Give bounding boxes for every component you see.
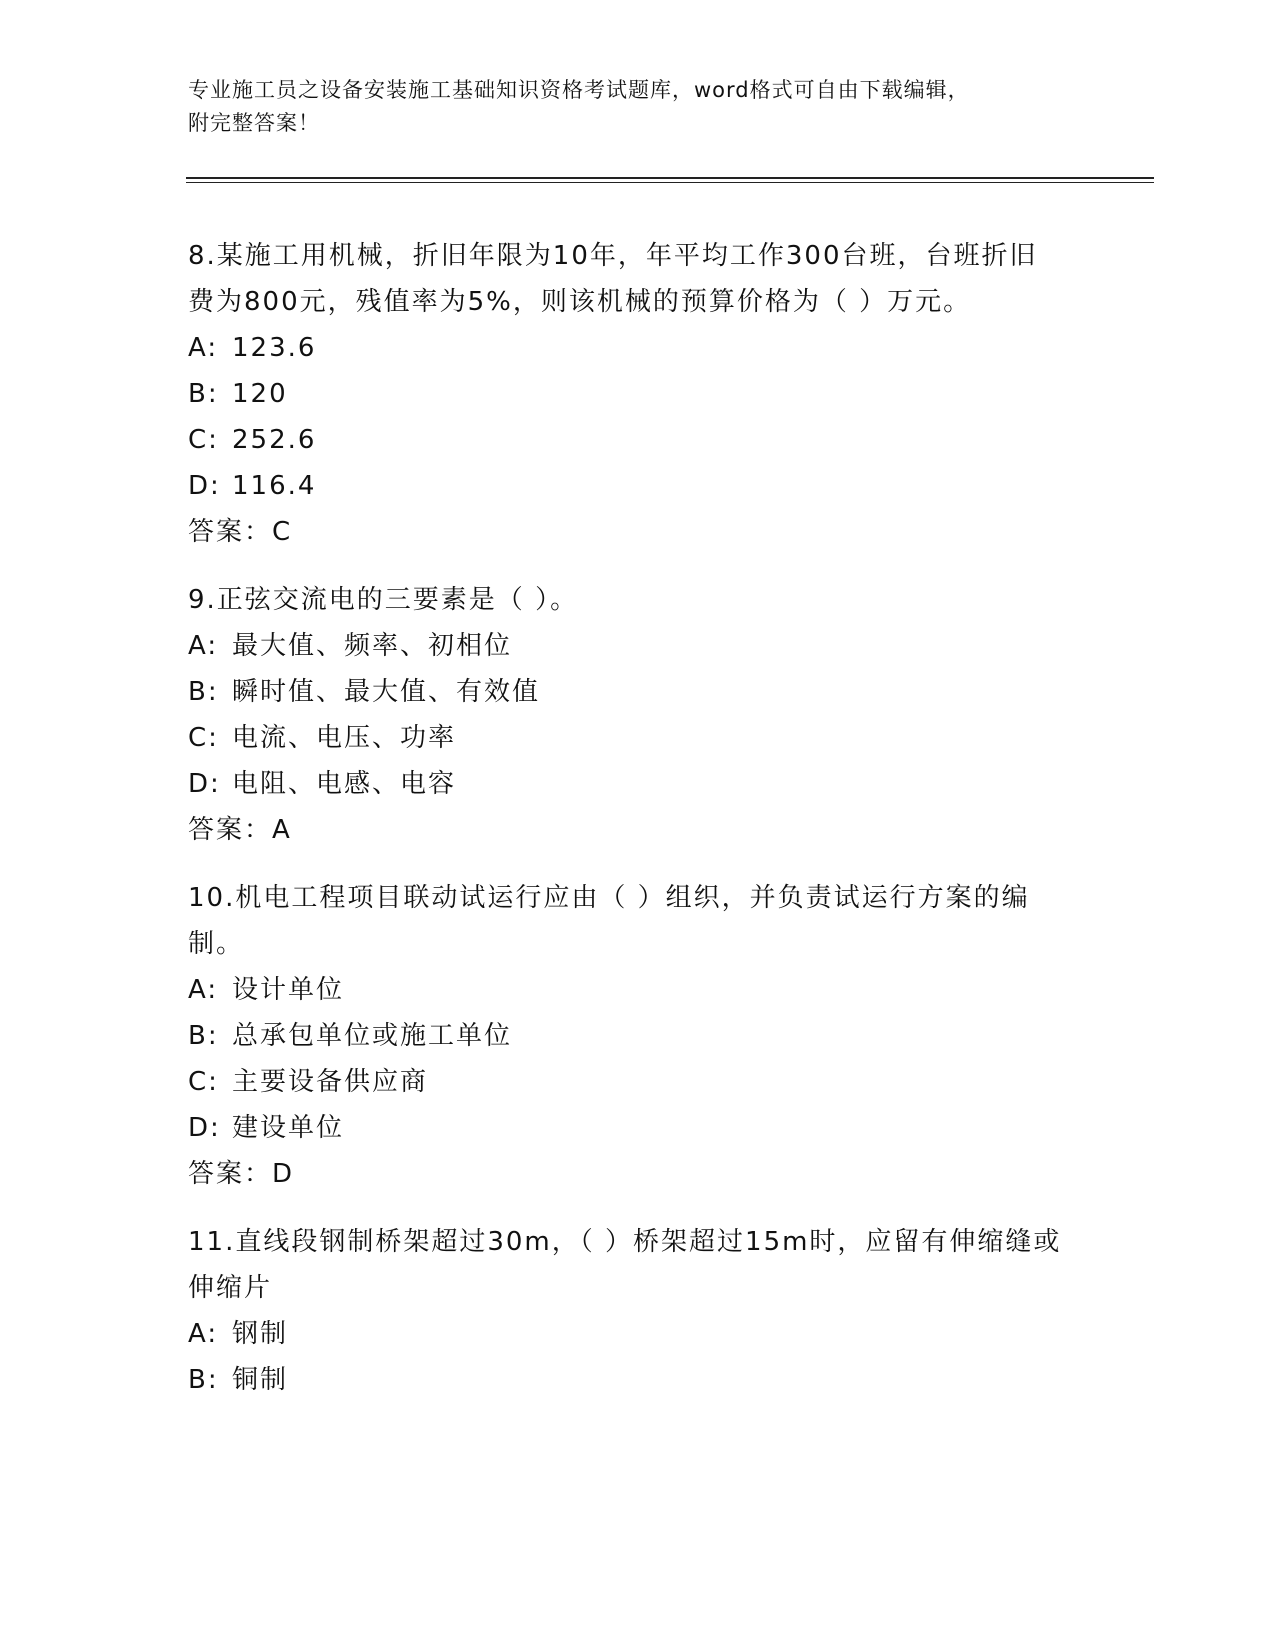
header-divider-thin bbox=[186, 182, 1154, 183]
answer-line: 答案：C bbox=[188, 517, 293, 547]
option-value: 瞬时值、最大值、有效值 bbox=[232, 677, 541, 707]
option-d bbox=[188, 761, 1088, 807]
option-a bbox=[188, 623, 1088, 669]
question-8 bbox=[188, 233, 1088, 555]
question-text-line-1: 11.直线段钢制桥架超过30m，（ ）桥架超过15m时，应留有伸缩缝或 bbox=[188, 1227, 1062, 1257]
option-b bbox=[188, 1357, 1088, 1403]
option-value: 建设单位 bbox=[232, 1113, 345, 1143]
option-key: D: bbox=[188, 1113, 221, 1143]
option-value: 设计单位 bbox=[232, 975, 345, 1005]
option-value: 钢制 bbox=[232, 1319, 289, 1349]
header-line-1: 专业施工员之设备安装施工基础知识资格考试题库，word格式可自由下载编辑， bbox=[188, 78, 970, 102]
option-value: 最大值、频率、初相位 bbox=[232, 631, 513, 661]
option-a bbox=[188, 967, 1088, 1013]
question-text-line-2: 伸缩片 bbox=[188, 1273, 273, 1303]
option-b bbox=[188, 1013, 1088, 1059]
option-value: 252.6 bbox=[232, 425, 317, 455]
option-key: A: bbox=[188, 975, 219, 1005]
option-d bbox=[188, 1105, 1088, 1151]
option-key: A: bbox=[188, 631, 219, 661]
question-10 bbox=[188, 875, 1088, 1197]
option-c bbox=[188, 1059, 1088, 1105]
option-value: 120 bbox=[232, 379, 288, 409]
question-9 bbox=[188, 577, 1088, 853]
option-key: A: bbox=[188, 1319, 219, 1349]
option-b bbox=[188, 371, 1088, 417]
option-key: B: bbox=[188, 677, 219, 707]
option-value: 116.4 bbox=[232, 471, 317, 501]
question-text-line-1: 10.机电工程项目联动试运行应由（ ）组织，并负责试运行方案的编 bbox=[188, 883, 1030, 913]
document-header bbox=[188, 74, 1088, 140]
option-key: D: bbox=[188, 471, 221, 501]
option-a bbox=[188, 1311, 1088, 1357]
option-a bbox=[188, 325, 1088, 371]
question-text-line-2: 制。 bbox=[188, 929, 245, 959]
option-value: 电流、电压、功率 bbox=[232, 723, 457, 753]
question-text-line-1: 8.某施工用机械，折旧年限为10年，年平均工作300台班，台班折旧 bbox=[188, 241, 1038, 271]
option-value: 123.6 bbox=[232, 333, 317, 363]
option-d bbox=[188, 463, 1088, 509]
question-text-line-1: 9.正弦交流电的三要素是（ ）。 bbox=[188, 585, 579, 615]
option-value: 电阻、电感、电容 bbox=[232, 769, 457, 799]
option-c bbox=[188, 417, 1088, 463]
question-text-line-2: 费为800元，残值率为5%，则该机械的预算价格为（ ）万元。 bbox=[188, 287, 972, 317]
option-value: 总承包单位或施工单位 bbox=[232, 1021, 513, 1051]
option-key: C: bbox=[188, 1067, 219, 1097]
option-value: 主要设备供应商 bbox=[232, 1067, 429, 1097]
option-key: C: bbox=[188, 425, 219, 455]
option-key: B: bbox=[188, 379, 219, 409]
option-key: C: bbox=[188, 723, 219, 753]
option-c bbox=[188, 715, 1088, 761]
question-list bbox=[188, 233, 1088, 1425]
option-key: B: bbox=[188, 1021, 219, 1051]
header-line-2: 附完整答案！ bbox=[188, 111, 320, 135]
question-11 bbox=[188, 1219, 1088, 1403]
header-divider-thick bbox=[186, 177, 1154, 179]
option-key: A: bbox=[188, 333, 219, 363]
answer-line: 答案：D bbox=[188, 1159, 295, 1189]
option-value: 铜制 bbox=[232, 1365, 289, 1395]
option-key: B: bbox=[188, 1365, 219, 1395]
answer-line: 答案：A bbox=[188, 815, 292, 845]
option-key: D: bbox=[188, 769, 221, 799]
option-b bbox=[188, 669, 1088, 715]
